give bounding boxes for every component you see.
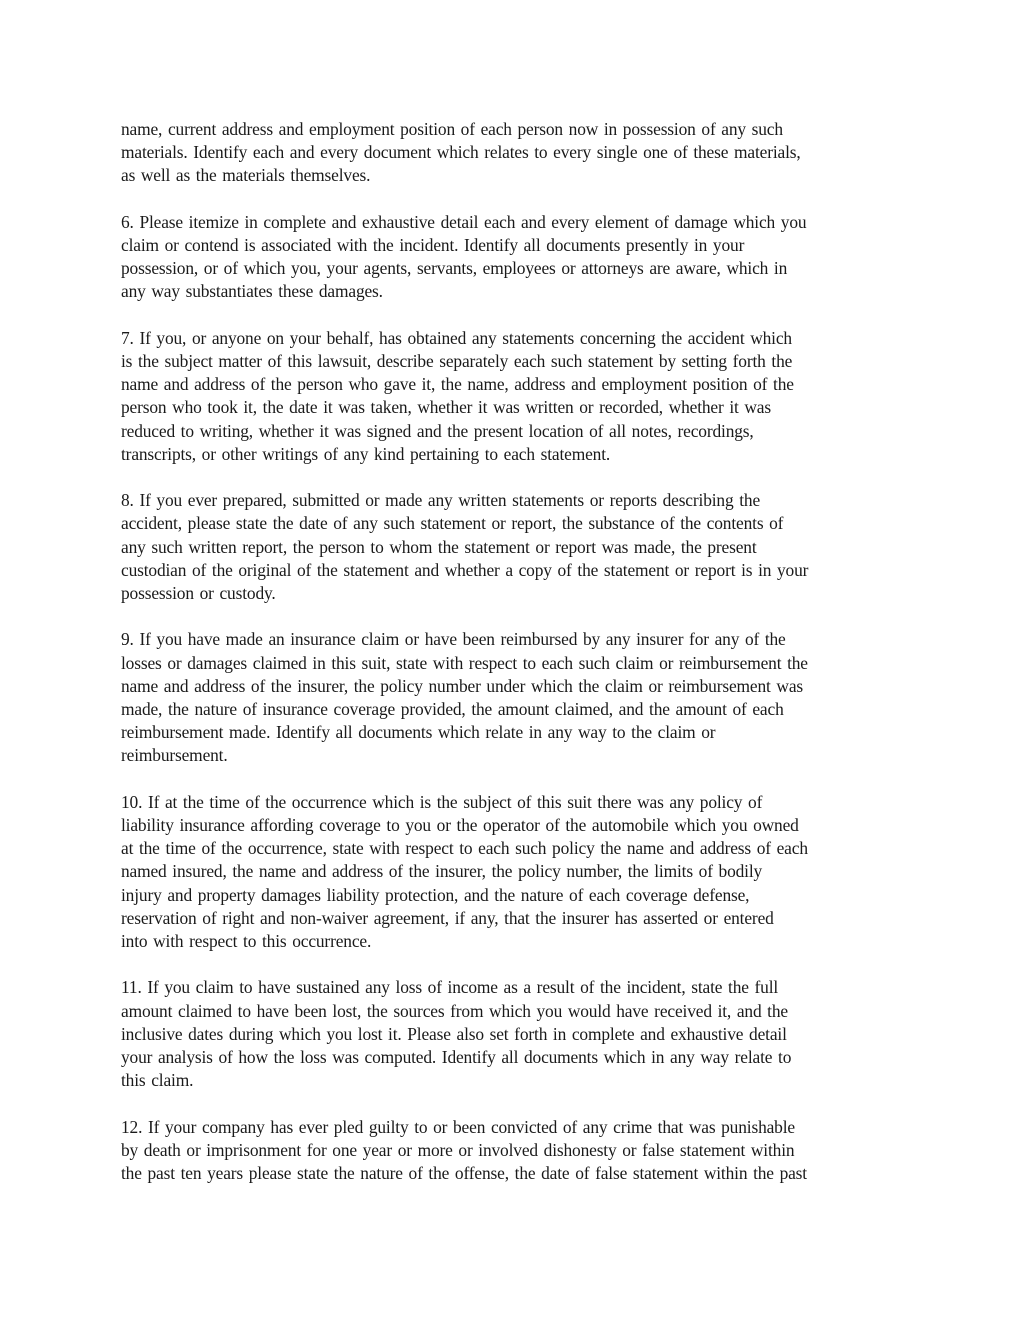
document-body <box>121 118 906 1208</box>
text-line: reduced to writing, whether it was signed and the present location of all notes, recordings, <box>121 420 754 441</box>
text-line: 8. If you ever prepared, submitted or made any written statements or reports describing the <box>121 490 761 511</box>
text-line: is the subject matter of this lawsuit, describe separately each such statement by setting forth the <box>121 351 793 371</box>
text-line: by death or imprisonment for one year or more or involved dishonesty or false statement within <box>121 1139 795 1160</box>
text-line: liability insurance affording coverage to you or the operator of the automobile which you owned <box>121 815 799 836</box>
text-line: transcripts, or other writings of any kind pertaining to each statement. <box>121 443 611 464</box>
text-line: into with respect to this occurrence. <box>121 931 372 952</box>
text-line: 11. If you claim to have sustained any loss of income as a result of the incident, state the full <box>121 977 779 998</box>
text-line: as well as the materials themselves. <box>121 165 371 186</box>
text-line: any such written report, the person to whom the statement or report was made, the present <box>121 536 757 557</box>
paragraph-item-8 <box>121 489 906 605</box>
text-line: possession or custody. <box>121 583 276 604</box>
paragraph-item-7 <box>121 327 906 466</box>
text-line: the past ten years please state the nature of the offense, the date of false statement within the past <box>121 1163 807 1184</box>
text-line: your analysis of how the loss was computed. Identify all documents which in any way relate to <box>121 1047 792 1068</box>
text-line: amount claimed to have been lost, the sources from which you would have received it, and the <box>121 1000 788 1021</box>
text-line: name and address of the person who gave it, the name, address and employment position of the <box>121 374 794 395</box>
text-line: injury and property damages liability protection, and the nature of each coverage defense, <box>121 884 750 905</box>
text-line: reimbursement made. Identify all documents which relate in any way to the claim or <box>121 722 716 743</box>
text-line: name and address of the insurer, the policy number under which the claim or reimbursement was <box>121 675 804 696</box>
text-line: 6. Please itemize in complete and exhaustive detail each and every element of damage which you <box>121 211 807 232</box>
text-line: name, current address and employment position of each person now in possession of any such <box>121 119 783 139</box>
text-line: losses or damages claimed in this suit, state with respect to each such claim or reimbursement the <box>121 652 808 673</box>
text-line: reimbursement. <box>121 745 228 766</box>
text-line: possession, or of which you, your agents, servants, employees or attorneys are aware, which in <box>121 258 788 279</box>
text-line: accident, please state the date of any such statement or report, the substance of the contents of <box>121 513 784 534</box>
text-line: reservation of right and non-waiver agreement, if any, that the insurer has asserted or entered <box>121 907 774 928</box>
text-line: custodian of the original of the statement and whether a copy of the statement or report is in your <box>121 559 809 580</box>
text-line: 9. If you have made an insurance claim or have been reimbursed by any insurer for any of the <box>121 629 786 650</box>
paragraph-item-9 <box>121 628 906 767</box>
text-line: inclusive dates during which you lost it. Please also set forth in complete and exhaustive detail <box>121 1023 787 1044</box>
text-line: made, the nature of insurance coverage provided, the amount claimed, and the amount of each <box>121 699 784 720</box>
text-line: claim or contend is associated with the incident. Identify all documents presently in your <box>121 235 745 255</box>
text-line: 10. If at the time of the occurrence which is the subject of this suit there was any policy of <box>121 791 763 812</box>
text-line: named insured, the name and address of the insurer, the policy number, the limits of bodily <box>121 861 763 882</box>
text-line: person who took it, the date it was taken, whether it was written or recorded, whether it was <box>121 397 771 418</box>
text-line: 7. If you, or anyone on your behalf, has obtained any statements concerning the accident which <box>121 327 792 348</box>
paragraph-item-11 <box>121 976 906 1092</box>
paragraph-item-6 <box>121 211 906 304</box>
paragraph-item-12 <box>121 1116 906 1186</box>
text-line: 12. If your company has ever pled guilty to or been convicted of any crime that was punishable <box>121 1116 795 1137</box>
text-line: this claim. <box>121 1070 194 1091</box>
text-line: materials. Identify each and every document which relates to every single one of these materials, <box>121 142 801 163</box>
paragraph-item-10 <box>121 791 906 953</box>
text-line: at the time of the occurrence, state with respect to each such policy the name and address of each <box>121 838 808 859</box>
text-line: any way substantiates these damages. <box>121 281 383 302</box>
paragraph-continuation <box>121 118 906 188</box>
